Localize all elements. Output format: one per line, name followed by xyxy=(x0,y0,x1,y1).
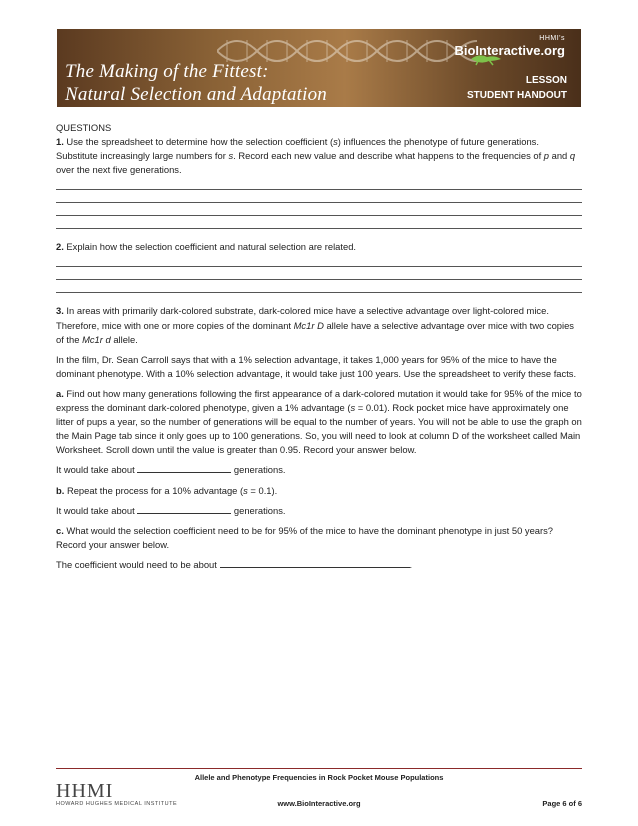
part-b-s: s xyxy=(243,484,248,496)
part-a-text-1: Find out how many generations following the first appearance of a dark-colored mutation it would take for 95% of the mice to express the dominant dark-colored phenotype, given a 1% advantage ( xyxy=(56,387,582,414)
logo-main-text: BioInteractive.org xyxy=(454,43,565,58)
answer-line[interactable] xyxy=(56,292,582,293)
q3-allele-recessive: Mc1r d xyxy=(82,333,111,345)
part-c-label: c. xyxy=(56,524,64,536)
answer-line[interactable] xyxy=(56,279,582,280)
header-banner xyxy=(57,29,581,107)
q1-q: q xyxy=(569,150,576,162)
question-1 xyxy=(56,135,582,177)
part-c-answer-pre: The coefficient would need to be about xyxy=(56,558,220,570)
q1-p: p xyxy=(543,150,550,162)
hhmi-logo: HHMI xyxy=(56,780,114,802)
part-b xyxy=(56,484,582,498)
biointeractive-logo xyxy=(454,35,565,60)
part-c-blank[interactable] xyxy=(220,567,410,568)
q1-s: s xyxy=(333,136,338,148)
footer-url[interactable]: www.BioInteractive.org xyxy=(277,799,361,808)
handout-text: STUDENT HANDOUT xyxy=(467,90,567,101)
q1-text-b: ) influences the phenotype of future generations. Substitute increasingly large numbers for xyxy=(56,136,539,162)
part-a-s: s xyxy=(350,402,356,414)
answer-line[interactable] xyxy=(56,215,582,216)
part-b-answer-post: generations. xyxy=(231,504,286,516)
q1-text-a: Use the spreadsheet to determine how the selection coefficient ( xyxy=(63,136,334,148)
q3-text-b: allele have a selective advantage over mice with two copies of the xyxy=(56,319,574,345)
part-a-text-2: = 0.01). Rock pocket mice have approximately one litter of pups a year, so the number of generations will be equal to the number of years. You will not be able to use the graph on the Main Page tab since it only goes up to 100 generations. So, you will need to look at column D of the worksheet called Main Worksheet. Scroll down until the value is greater than 0.95. Record your answer below. xyxy=(56,402,582,456)
questions-heading: QUESTIONS xyxy=(56,122,112,133)
part-a-label: a. xyxy=(56,387,64,399)
footer-doc-title: Allele and Phenotype Frequencies in Rock Pocket Mouse Populations xyxy=(194,773,444,782)
q3-allele-dominant: Mc1r D xyxy=(293,319,324,331)
q3-text-a: In areas with primarily dark-colored substrate, dark-colored mice have a selective advantage over light-colored mice. Therefore, mice with one or more copies of the dominant xyxy=(56,305,549,331)
part-b-text-1: Repeat the process for a 10% advantage ( xyxy=(64,484,244,496)
q3-number: 3. xyxy=(56,305,64,317)
part-c xyxy=(56,524,582,552)
part-a xyxy=(56,387,582,457)
answer-line[interactable] xyxy=(56,228,582,229)
q1-text-d: and xyxy=(549,150,570,162)
hhmi-institute-name: HOWARD HUGHES MEDICAL INSTITUTE xyxy=(56,801,178,807)
footer-divider xyxy=(56,768,582,769)
part-a-answer xyxy=(56,463,582,477)
question-2 xyxy=(56,240,582,254)
part-b-answer-pre: It would take about xyxy=(56,504,138,516)
questions-section xyxy=(56,121,582,572)
part-a-answer-pre: It would take about xyxy=(56,464,138,476)
part-a-answer-post: generations. xyxy=(231,464,286,476)
q3-text-c: allele. xyxy=(110,333,138,345)
lesson-text: LESSON xyxy=(525,75,567,86)
part-b-blank[interactable] xyxy=(137,513,231,514)
part-c-answer xyxy=(56,558,582,572)
film-paragraph: In the film, Dr. Sean Carroll says that with a 1% selection advantage, it takes 1,000 years for 95% of the mice to have the dominant phenotype. With a 10% selection advantage, it would take just 100 years. Use the spreadsheet to verify these facts. xyxy=(56,353,577,379)
question-3 xyxy=(56,304,582,346)
answer-line[interactable] xyxy=(56,202,582,203)
lesson-label xyxy=(467,73,567,103)
q2-number: 2. xyxy=(56,241,64,253)
page-number: Page 6 of 6 xyxy=(542,799,582,808)
part-a-blank[interactable] xyxy=(137,472,231,473)
q1-text-e: over the next five generations. xyxy=(56,164,182,176)
part-c-answer-post: . xyxy=(409,558,413,570)
part-c-text: What would the selection coefficient need to be for 95% of the mice to have the dominant phenotype in just 50 years? Record your answer below. xyxy=(56,524,554,550)
answer-line[interactable] xyxy=(56,266,582,267)
part-b-answer xyxy=(56,504,582,518)
title-line-1: The Making of the Fittest: xyxy=(65,61,269,82)
logo-small-text: HHMI's xyxy=(539,35,565,42)
part-b-text-2: = 0.1). xyxy=(247,484,278,496)
q2-text: Explain how the selection coefficient and natural selection are related. xyxy=(63,241,357,253)
answer-line[interactable] xyxy=(56,189,582,190)
q1-number: 1. xyxy=(56,136,64,148)
title-line-2: Natural Selection and Adaptation xyxy=(65,84,328,105)
q1-text-c: . Record each new value and describe what happens to the frequencies of xyxy=(233,150,544,162)
q1-s2: s xyxy=(228,150,234,162)
part-b-label: b. xyxy=(56,484,65,496)
